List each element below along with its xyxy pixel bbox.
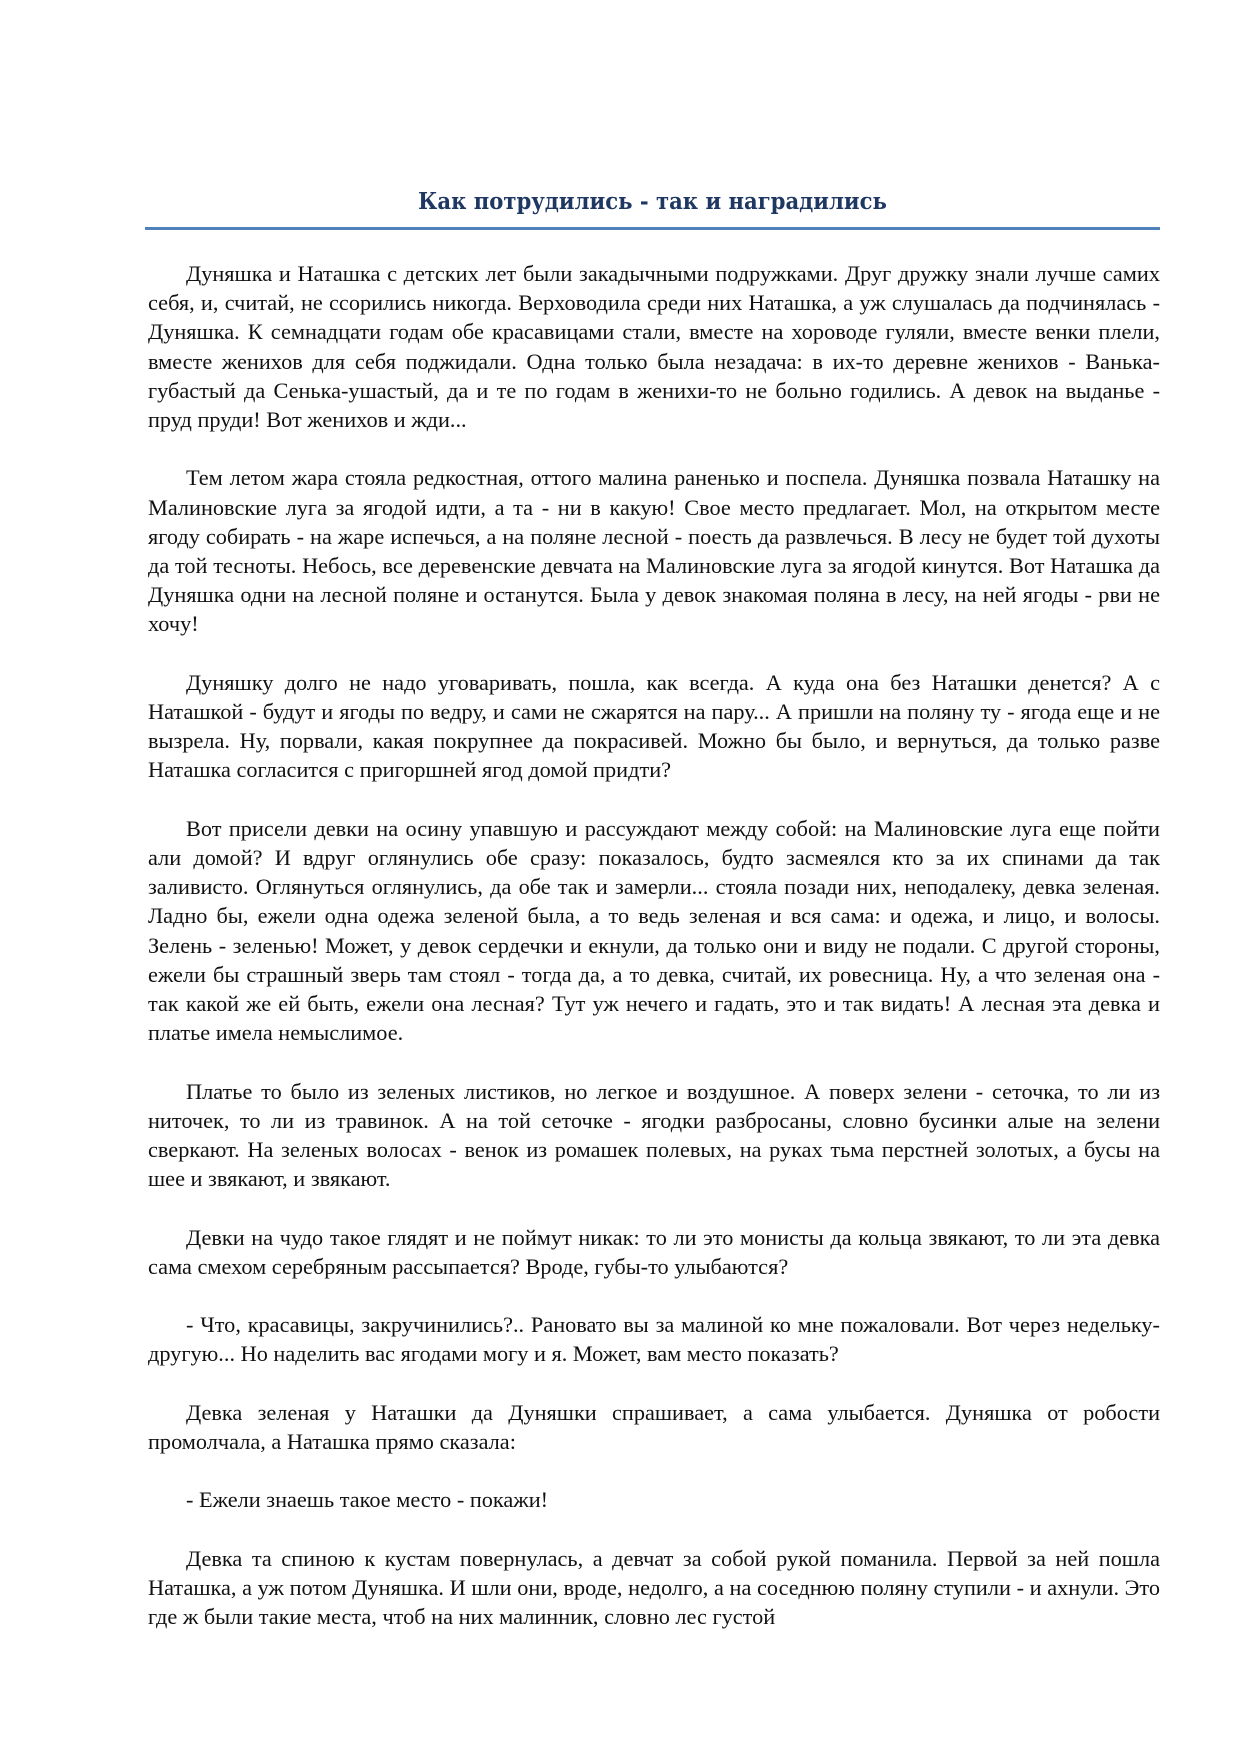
- paragraph: - Ежели знаешь такое место - покажи!: [186, 1487, 549, 1513]
- paragraph: Девка та спиною к кустам повернулась, а девчат за собой рукой поманила. Первой за ней пошла Наташка, а уж потом Дуняшка. И шли они, вроде, недолго, а на соседнюю поляну ступили - и ахнули. Это где ж были такие места, чтоб на них малинник, словно лес густой: [148, 1545, 1160, 1630]
- document-body: [148, 259, 1160, 1661]
- paragraph: Вот присели девки на осину упавшую и рассуждают между собой: на Малиновские луга еще пойти али домой? И вдруг оглянулись обе сразу: показалось, будто засмеялся кто за их спинами да так заливисто. Оглянуться оглянулись, да обе так и замерли... стояла позади них, неподалеку, девка зеленая. Ладно бы, ежели одна одежа зеленой была, а то ведь зеленая и вся сама: и одежа, и лицо, и волосы. Зелень - зеленью! Может, у девок сердечки и екнули, да только они и виду не подали. С другой стороны, ежели бы страшный зверь там стоял - тогда да, а то девка, считай, их ровесница. Ну, а что зеленая она - так какой же ей быть, ежели она лесная? Тут уж нечего и гадать, это и так видать! А лесная эта девка и платье имела немыслимое.: [148, 815, 1160, 1046]
- paragraph: Тем летом жара стояла редкостная, оттого малина раненько и поспела. Дуняшка позвала Наташку на Малиновские луга за ягодой идти, а та - ни в какую! Свое место предлагает. Мол, на открытом месте ягоду собирать - на жаре испечься, а на поляне лесной - поесть да развлечься. В лесу не будет той духоты да той тесноты. Небось, все деревенские девчата на Малиновские луга за ягодой кинутся. Вот Наташка да Дуняшка одни на лесной поляне и останутся. Была у девок знакомая поляна в лесу, на ней ягоды - рви не хочу!: [148, 465, 1160, 637]
- title-underline-rule: [145, 227, 1160, 230]
- paragraph: Дуняшка и Наташка с детских лет были закадычными подружками. Друг дружку знали лучше самих себя, и, считай, не ссорились никогда. Верховодила среди них Наташка, а уж слушалась да подчинялась - Дуняшка. К семнадцати годам обе красавицами стали, вместе на хороводе гуляли, вместе венки плели, вместе женихов для себя поджидали. Одна только была незадача: в их-то деревне женихов - Ванька-губастый да Сенька-ушастый, да и те по годам в женихи-то не больно годились. А девок на выданье - пруд пруди! Вот женихов и жди...: [148, 261, 1160, 433]
- paragraph: - Что, красавицы, закручинились?.. Рановато вы за малиной ко мне пожаловали. Вот через недельку-другую... Но наделить вас ягодами могу и я. Может, вам место показать?: [148, 1312, 1160, 1367]
- document-title: Как потрудились - так и наградились: [418, 188, 887, 215]
- paragraph: Платье то было из зеленых листиков, но легкое и воздушное. А поверх зелени - сеточка, то ли из ниточек, то ли из травинок. А на той сеточке - ягодки разбросаны, словно бусинки алые на зелени сверкают. На зеленых волосах - венок из ромашек полевых, на руках тьма перстней золотых, а бусы на шее и звякают, и звякают.: [148, 1078, 1160, 1192]
- paragraph: Девка зеленая у Наташки да Дуняшки спрашивает, а сама улыбается. Дуняшка от робости промолчала, а Наташка прямо сказала:: [148, 1399, 1160, 1455]
- paragraph: Дуняшку долго не надо уговаривать, пошла, как всегда. А куда она без Наташки денется? А с Наташкой - будут и ягоды по ведру, и сами не сжарятся на пару... А пришли на поляну ту - ягода еще и не вызрела. Ну, порвали, какая покрупнее да покрасивей. Можно бы было, и вернуться, да только разве Наташка согласится с пригоршней ягод домой придти?: [148, 669, 1160, 783]
- paragraph: Девки на чудо такое глядят и не поймут никак: то ли это монисты да кольца звякают, то ли эта девка сама смехом серебряным рассыпается? Вроде, губы-то улыбаются?: [148, 1224, 1160, 1279]
